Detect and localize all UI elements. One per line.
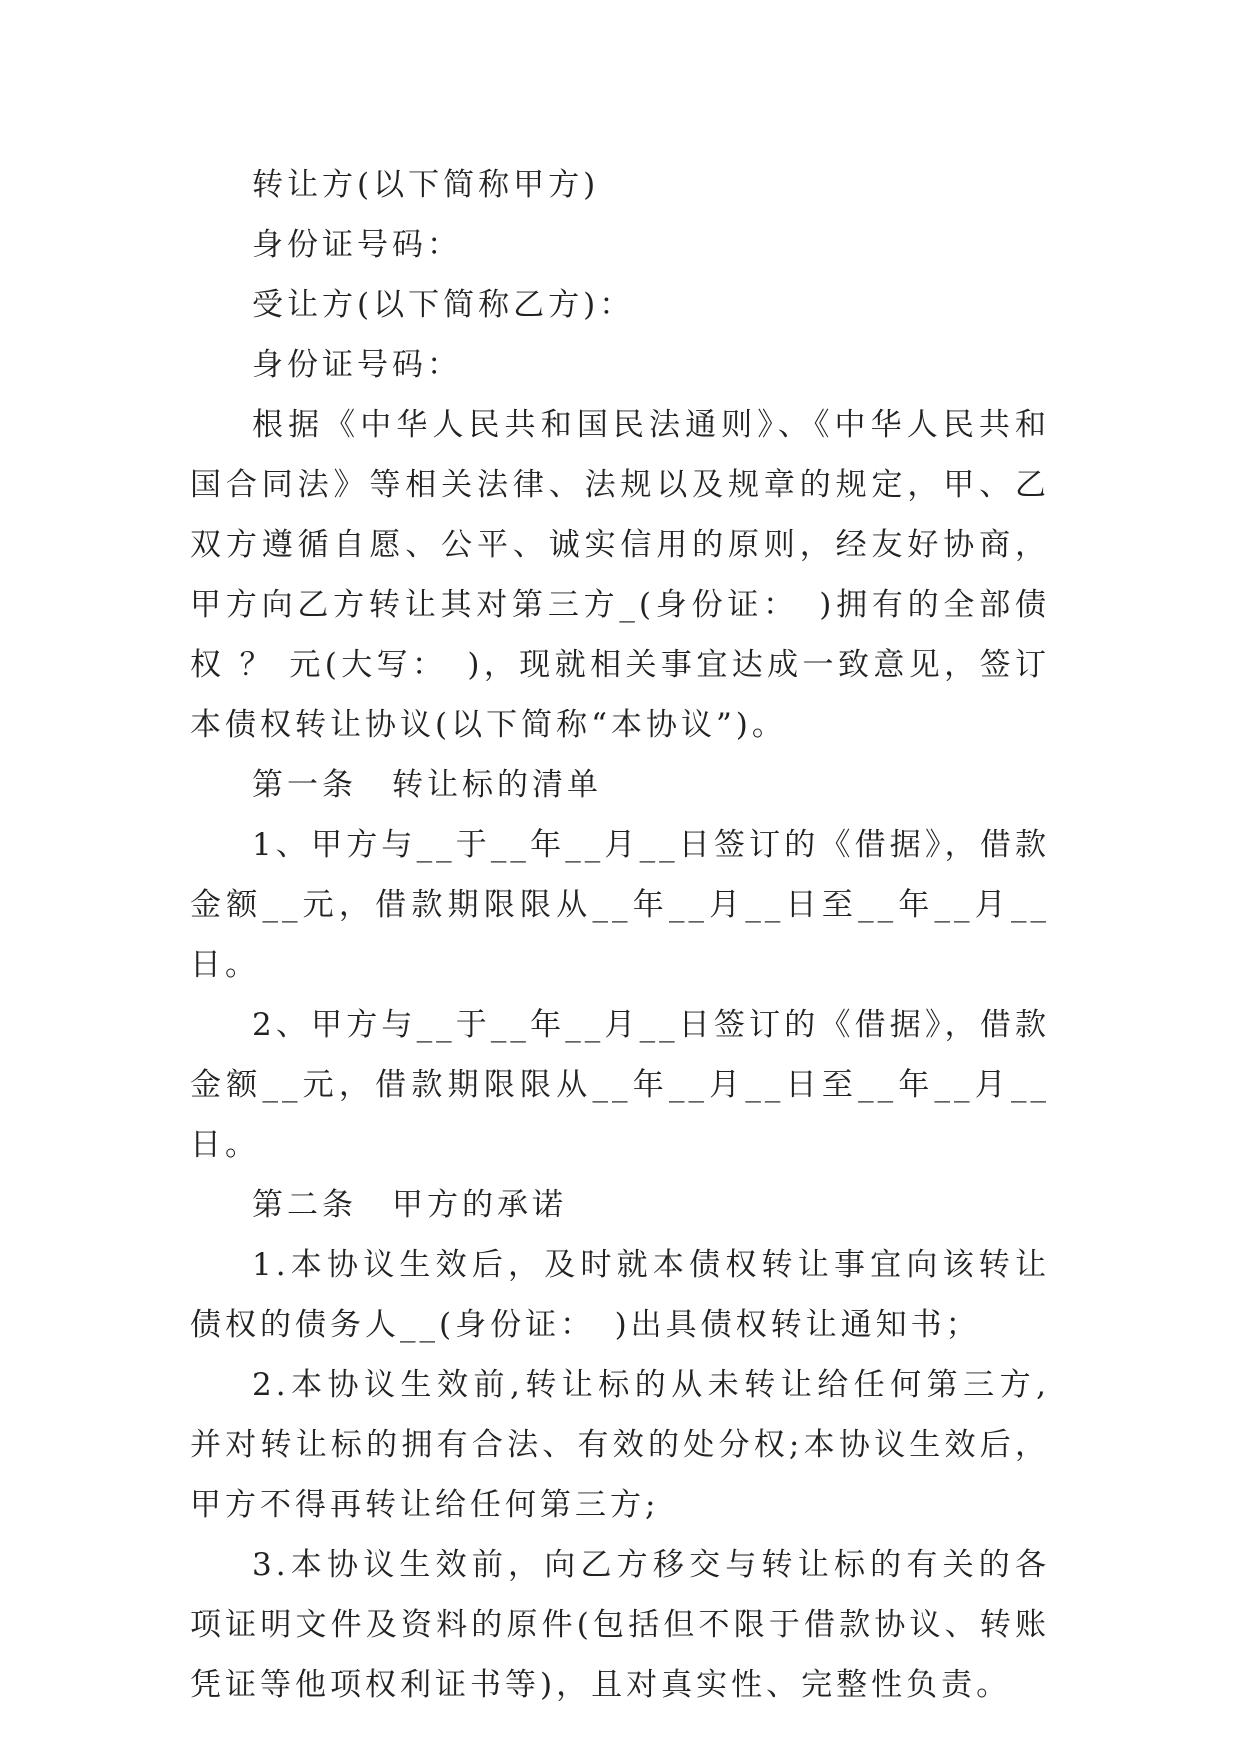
article-2-item-2: 2.本协议生效前,转让标的从未转让给任何第三方,并对转让标的拥有合法、有效的处分权;本协议生效后，甲方不得再转让给任何第三方;	[190, 1367, 1050, 1523]
document-body	[190, 155, 1050, 1715]
article-2-item-3: 3.本协议生效前，向乙方移交与转让标的有关的各项证明文件及资料的原件(包括但不限于借款协议、转账凭证等他项权利证书等)，且对真实性、完整性负责。	[190, 1547, 1050, 1703]
article-1-heading: 第一条 转让标的清单	[252, 767, 602, 803]
transferor-line: 转让方(以下简称甲方)	[252, 167, 600, 203]
transferee-id-line: 身份证号码：	[252, 347, 462, 383]
transferor-id-line: 身份证号码：	[252, 227, 462, 263]
transferee-line: 受让方(以下简称乙方)：	[252, 287, 635, 323]
article-1-item-1: 1、甲方与__于__年__月__日签订的《借据》，借款金额__元，借款期限限从__年__月__日至__年__月__日。	[190, 827, 1050, 983]
article-2-item-1: 1.本协议生效后，及时就本债权转让事宜向该转让债权的债务人__(身份证： )出具债权转让通知书；	[190, 1247, 1050, 1343]
preamble-paragraph: 根据《中华人民共和国民法通则》、《中华人民共和国合同法》等相关法律、法规以及规章的规定，甲、乙双方遵循自愿、公平、诚实信用的原则，经友好协商，甲方向乙方转让其对第三方_(身份证： )拥有的全部债权 ？ 元(大写： )，现就相关事宜达成一致意见，签订本债权转让协议(以下简称“本协议”)。	[190, 407, 1050, 743]
article-2-heading: 第二条 甲方的承诺	[252, 1187, 567, 1223]
article-1-item-2: 2、甲方与__于__年__月__日签订的《借据》，借款金额__元，借款期限限从__年__月__日至__年__月__日。	[190, 1007, 1050, 1163]
